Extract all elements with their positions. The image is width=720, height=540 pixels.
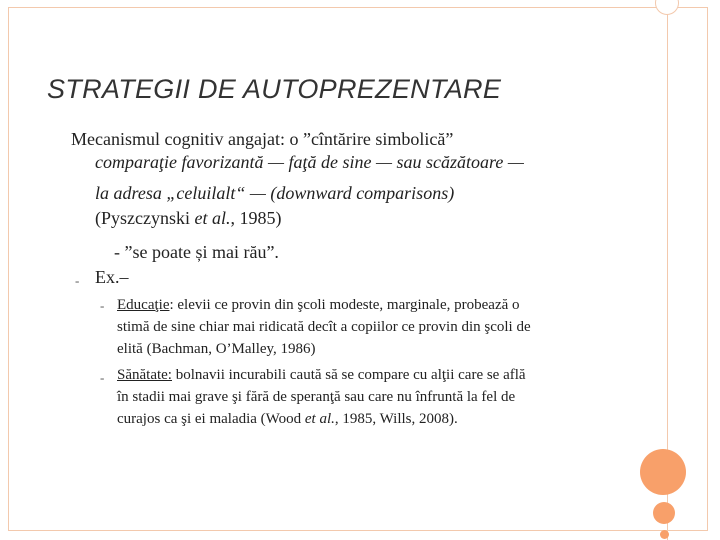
decorative-circle-medium [653,502,675,524]
para-line-1 [71,129,453,150]
sub-bullet-dash: - [100,370,105,385]
sub-item-2-text: bolnavii incurabili caută să se compare cu alţii care se află [171,367,526,383]
slide-title: STRATEGII DE AUTOPREZENTARE [47,74,502,104]
citation-etal: et al. [194,208,231,228]
sub-bullet-dash: - [100,298,105,313]
sub-item-1-text: : elevii ce provin din şcoli modeste, marginale, probează o [169,297,520,313]
para-line-3 [95,183,454,204]
sub-item-1-line-2: stimă de sine chiar mai ridicată decît a copiilor ce provin din şcoli de [117,319,531,335]
para-line-3-c: ) [448,183,455,203]
decorative-circle-small [660,530,669,539]
sub-item-2-line-1 [117,367,526,384]
para-line-5: - ”se poate și mai rău”. [114,242,279,262]
para-line-4 [95,208,281,229]
citation-author: (Pyszczynski [95,208,195,228]
sub-item-2-line-3 [117,411,458,428]
decorative-circle-large [640,449,686,495]
para-line-3-b: downward comparisons [276,183,449,203]
sub-item-1-term: Educaţie [117,297,170,313]
sub-item-2-line-3-c: , 1985, Wills, 2008). [334,411,458,427]
sub-item-2-line-2: în stadii mai grave şi fără de speranţă sau care nu înfruntă la fel de [117,389,516,405]
bullet-dash: - [75,273,80,288]
sub-item-1-line-3: elită (Bachman, O’Malley, 1986) [117,341,316,357]
sub-item-1-line-1 [117,297,520,314]
sub-item-2-line-3-a: curajos ca şi ei maladia (Wood [117,411,305,427]
mechanism-text: : o ”cîntărire simbolică” [279,129,454,149]
citation-year: , 1985) [230,208,282,228]
para-line-2: comparaţie favorizantă — faţă de sine — sau scăzătoare — [95,152,524,172]
mechanism-label: Mecanismul cognitiv angajat [71,129,280,149]
example-label: Ex.– [95,267,129,287]
para-line-3-a: la adresa „celuilalt“ — ( [95,183,277,203]
sub-item-2-etal: et al. [304,411,335,427]
sub-item-2-term: Sănătate: [117,367,172,383]
